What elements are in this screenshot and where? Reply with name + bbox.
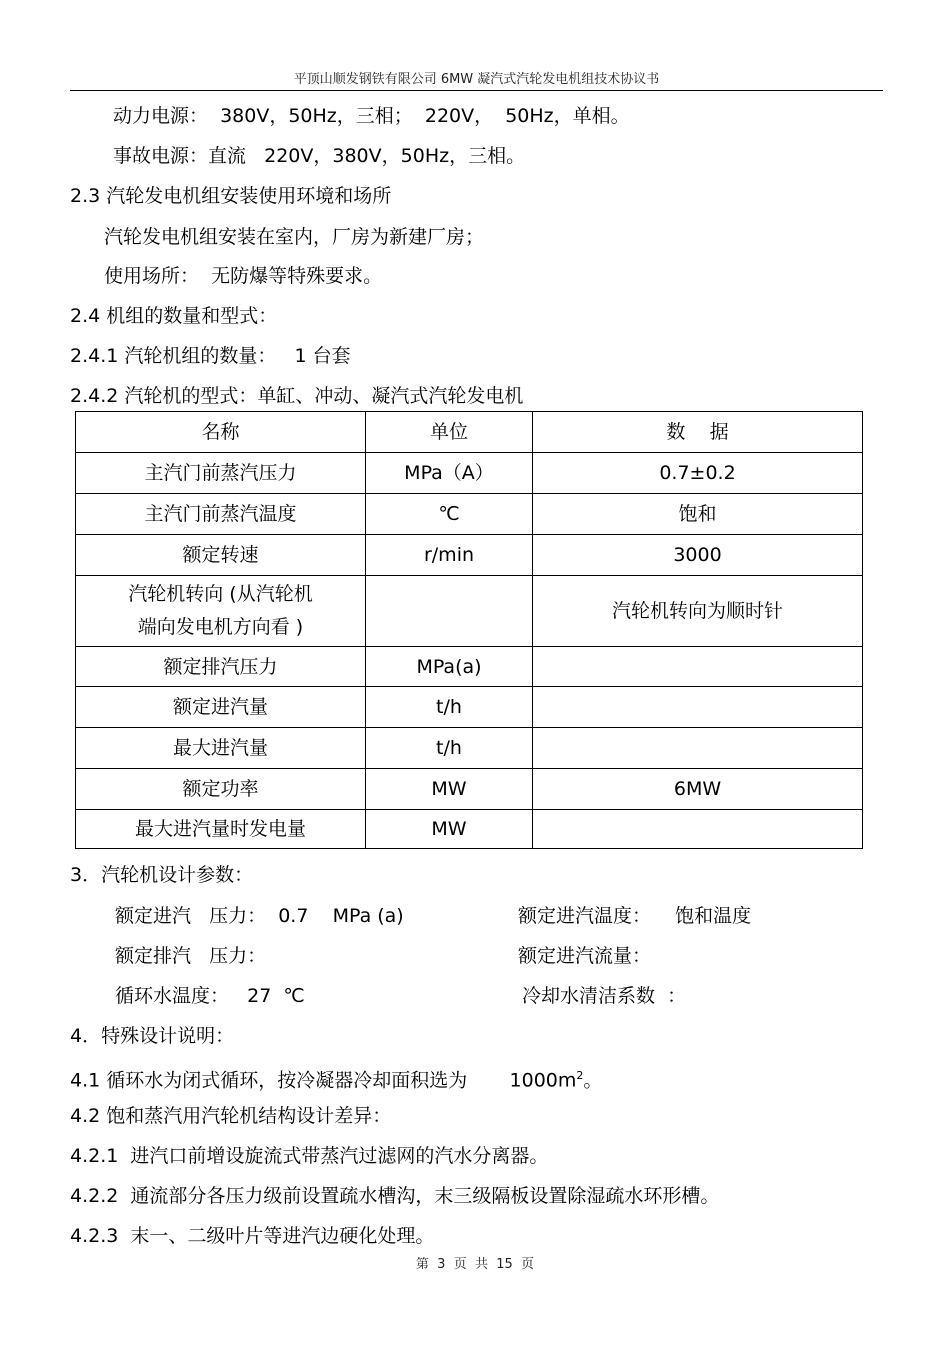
table-cell-data: 饱和 <box>533 494 863 535</box>
usage-site-line: 使用场所： 无防爆等特殊要求。 <box>104 265 383 287</box>
section-3-heading: 3．汽轮机设计参数： <box>70 864 254 886</box>
rated-inlet-temperature: 额定进汽温度： 饱和温度 <box>518 905 752 927</box>
table-cell-unit: ℃ <box>366 494 533 535</box>
table-cell-data <box>533 810 863 849</box>
table-cell-data: 3000 <box>533 535 863 576</box>
emergency-power-line: 事故电源：直流 220V，380V，50Hz，三相。 <box>113 145 526 167</box>
section-4-1-text: 4.1 循环水为闭式循环，按冷凝器冷却面积选为 1000m <box>70 1069 577 1092</box>
section-4-2-heading: 4.2 饱和蒸汽用汽轮机结构设计差异： <box>70 1105 392 1127</box>
rated-inlet-flow: 额定进汽流量： <box>518 945 652 967</box>
rated-exhaust-pressure: 额定排汽 压力： <box>115 945 267 967</box>
section-4-2-2-line: 4.2.2 通流部分各压力级前设置疏水槽沟，末三级隔板设置除湿疏水环形槽。 <box>70 1185 720 1207</box>
section-2-4-2-line: 2.4.2 汽轮机的型式：单缸、冲动、凝汽式汽轮发电机 <box>70 385 524 407</box>
circulating-water-temperature: 循环水温度： 27 ℃ <box>115 985 305 1007</box>
table-cell-unit: r/min <box>366 535 533 576</box>
table-row <box>76 535 863 576</box>
table-cell-unit: MPa(a) <box>366 647 533 687</box>
table-cell-data: 6MW <box>533 769 863 810</box>
table-cell-name: 主汽门前蒸汽温度 <box>76 494 366 535</box>
install-indoor-line: 汽轮发电机组安装在室内，厂房为新建厂房； <box>104 226 485 248</box>
table-cell-name: 额定进汽量 <box>76 687 366 728</box>
table-header-data: 数 据 <box>533 412 863 453</box>
table-row <box>76 728 863 769</box>
table-cell-data <box>533 647 863 687</box>
table-cell-unit: t/h <box>366 687 533 728</box>
section-2-4-1-line: 2.4.1 汽轮机组的数量： 1 台套 <box>70 345 351 367</box>
table-cell-name: 最大进汽量 <box>76 728 366 769</box>
table-row <box>76 687 863 728</box>
table-cell-name: 汽轮机转向 (从汽轮机 端向发电机方向看 ) <box>76 576 366 647</box>
power-supply-line: 动力电源： 380V，50Hz，三相； 220V， 50Hz，单相。 <box>113 105 630 127</box>
section-4-1-line <box>70 1064 602 1092</box>
section-4-heading: 4．特殊设计说明： <box>70 1025 235 1047</box>
table-cell-name: 最大进汽量时发电量 <box>76 810 366 849</box>
table-header-name: 名称 <box>76 412 366 453</box>
table-row <box>76 769 863 810</box>
table-row <box>76 810 863 849</box>
table-cell-name: 额定功率 <box>76 769 366 810</box>
table-cell-name: 额定转速 <box>76 535 366 576</box>
superscript-two: 2 <box>576 1069 584 1082</box>
section-4-1-end: 。 <box>583 1069 603 1092</box>
table-row <box>76 576 863 647</box>
table-cell-unit: MW <box>366 769 533 810</box>
table-cell-data <box>533 687 863 728</box>
section-2-3-heading: 2.3 汽轮发电机组安装使用环境和场所 <box>70 185 392 207</box>
cooling-water-cleanliness: 冷却水清洁系数 ： <box>522 985 687 1007</box>
table-cell-name: 主汽门前蒸汽压力 <box>76 453 366 494</box>
table-cell-data: 0.7±0.2 <box>533 453 863 494</box>
table-header-unit: 单位 <box>366 412 533 453</box>
table-cell-unit <box>366 576 533 647</box>
table-cell-data <box>533 728 863 769</box>
page-header: 平顶山顺发钢铁有限公司 6MW 凝汽式汽轮发电机组技术协议书 <box>293 72 660 87</box>
page-footer: 第 3 页 共 15 页 <box>415 1257 535 1272</box>
header-rule <box>70 90 883 91</box>
table-row <box>76 647 863 687</box>
table-header-row <box>76 412 863 453</box>
table-cell-name: 额定排汽压力 <box>76 647 366 687</box>
rated-inlet-pressure: 额定进汽 压力： 0.7 MPa (a) <box>115 905 404 927</box>
table-cell-unit: t/h <box>366 728 533 769</box>
section-2-4-heading: 2.4 机组的数量和型式： <box>70 305 278 327</box>
spec-table <box>75 411 863 849</box>
table-cell-unit: MW <box>366 810 533 849</box>
table-cell-data: 汽轮机转向为顺时针 <box>533 576 863 647</box>
table-cell-unit: MPa（A） <box>366 453 533 494</box>
table-row <box>76 453 863 494</box>
section-4-2-3-line: 4.2.3 末一、二级叶片等进汽边硬化处理。 <box>70 1225 435 1247</box>
section-4-2-1-line: 4.2.1 进汽口前增设旋流式带蒸汽过滤网的汽水分离器。 <box>70 1145 549 1167</box>
table-row <box>76 494 863 535</box>
